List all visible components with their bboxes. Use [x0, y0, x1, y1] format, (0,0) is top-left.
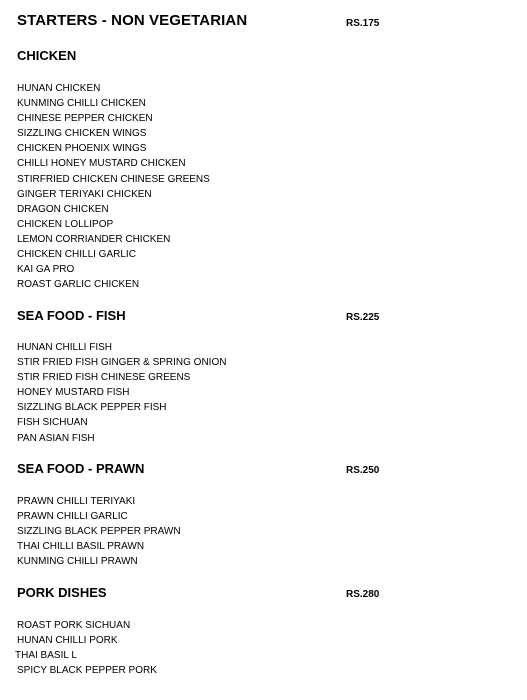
menu-item: STIRFRIED CHICKEN CHINESE GREENS: [17, 173, 210, 185]
menu-item: THAI CHILLI BASIL PRAWN: [17, 541, 145, 553]
menu-item: CHICKEN PHOENIX WINGS: [17, 143, 147, 155]
menu-item: THAI BASIL L: [15, 650, 77, 662]
fish-price: RS.225: [346, 312, 380, 323]
menu-item: CHICKEN LOLLIPOP: [17, 218, 114, 230]
menu-item: SPICY BLACK PEPPER PORK: [17, 665, 157, 677]
fish-item-list: [17, 340, 226, 446]
section-title-fish: SEA FOOD - FISH: [17, 308, 126, 323]
menu-item: SIZZLING BLACK PEPPER PRAWN: [17, 526, 181, 538]
prawn-price: RS.250: [346, 465, 380, 476]
pork-item-list: [17, 618, 157, 678]
menu-item: CHINESE PEPPER CHICKEN: [17, 113, 153, 125]
menu-item: HONEY MUSTARD FISH: [17, 387, 130, 399]
chicken-item-list: [17, 81, 210, 292]
menu-item: KAI GA PRO: [17, 264, 75, 276]
menu-item: PAN ASIAN FISH: [17, 432, 95, 444]
prawn-item-list: [17, 494, 181, 569]
page-title: STARTERS - NON VEGETARIAN: [17, 12, 248, 29]
menu-item: ROAST PORK SICHUAN: [17, 620, 131, 631]
starters-price: RS.175: [346, 18, 380, 29]
section-title-chicken: CHICKEN: [17, 48, 77, 63]
menu-item: HUNAN CHICKEN: [17, 83, 101, 94]
menu-item: ROAST GARLIC CHICKEN: [17, 279, 140, 291]
menu-item: FISH SICHUAN: [17, 417, 88, 429]
menu-item: KUNMING CHILLI PRAWN: [17, 556, 138, 568]
menu-item: STIR FRIED FISH GINGER & SPRING ONION: [17, 357, 227, 369]
menu-item: GINGER TERIYAKI CHICKEN: [17, 188, 152, 200]
menu-item: SIZZLING CHICKEN WINGS: [17, 128, 147, 140]
menu-item: SIZZLING BLACK PEPPER FISH: [17, 402, 167, 414]
section-title-prawn: SEA FOOD - PRAWN: [17, 461, 145, 476]
menu-item: CHICKEN CHILLI GARLIC: [17, 249, 136, 261]
menu-item: PRAWN CHILLI GARLIC: [17, 511, 128, 523]
section-title-pork: PORK DISHES: [17, 585, 107, 600]
pork-price: RS.280: [346, 589, 380, 600]
menu-item: CHILLI HONEY MUSTARD CHICKEN: [17, 158, 186, 170]
menu-item: STIR FRIED FISH CHINESE GREENS: [17, 372, 191, 384]
menu-item: HUNAN CHILLI PORK: [17, 635, 118, 647]
menu-item: DRAGON CHICKEN: [17, 203, 109, 215]
menu-item: KUNMING CHILLI CHICKEN: [17, 98, 146, 110]
menu-item: PRAWN CHILLI TERIYAKI: [17, 496, 136, 507]
menu-item: LEMON CORRIANDER CHICKEN: [17, 233, 171, 245]
menu-item: HUNAN CHILLI FISH: [17, 342, 113, 353]
